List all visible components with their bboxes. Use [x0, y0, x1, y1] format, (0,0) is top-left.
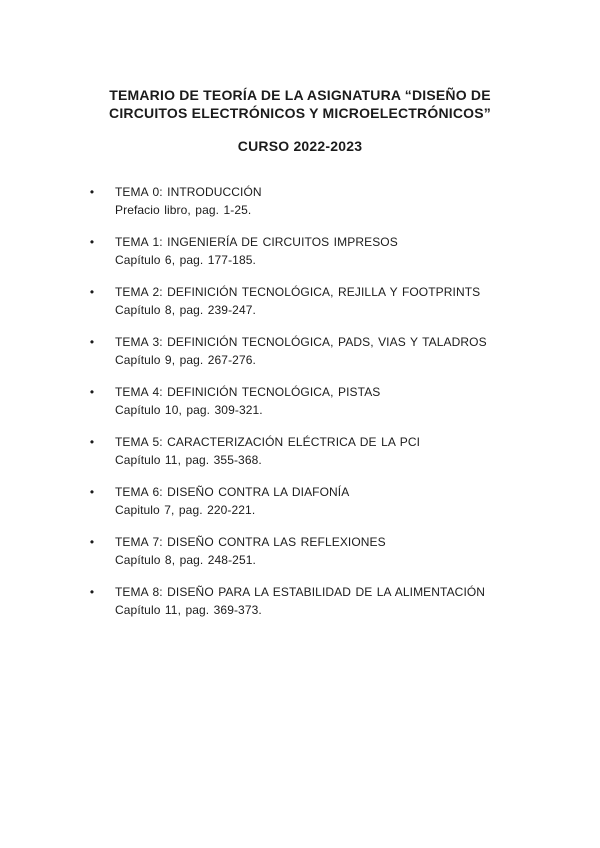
list-item — [86, 383, 600, 419]
list-item — [86, 483, 600, 519]
bullet-icon: • — [89, 385, 95, 399]
topic-reference: Capitulo 7, pag. 220-221. — [115, 503, 256, 517]
document-title-line1: TEMARIO DE TEORÍA DE LA ASIGNATURA “DISEÑO DE — [109, 87, 491, 103]
list-item — [86, 283, 600, 319]
bullet-icon: • — [89, 185, 95, 199]
topic-reference: Capítulo 8, pag. 248-251. — [115, 553, 256, 567]
topic-reference: Capítulo 6, pag. 177-185. — [115, 253, 256, 267]
topic-title: TEMA 8: DISEÑO PARA LA ESTABILIDAD DE LA ALIMENTACIÓN — [115, 585, 486, 599]
topic-title: TEMA 2: DEFINICIÓN TECNOLÓGICA, REJILLA Y FOOTPRINTS — [115, 285, 481, 299]
document-title — [60, 86, 540, 122]
topic-title: TEMA 1: INGENIERÍA DE CIRCUITOS IMPRESOS — [115, 235, 398, 249]
topic-reference: Capítulo 11, pag. 355-368. — [115, 453, 262, 467]
bullet-icon: • — [89, 535, 95, 549]
bullet-icon: • — [89, 435, 95, 449]
topic-title: TEMA 6: DISEÑO CONTRA LA DIAFONÍA — [115, 485, 350, 499]
topic-title: TEMA 0: INTRODUCCIÓN — [115, 185, 262, 199]
topic-title: TEMA 7: DISEÑO CONTRA LAS REFLEXIONES — [115, 535, 386, 549]
topic-title: TEMA 4: DEFINICIÓN TECNOLÓGICA, PISTAS — [115, 385, 381, 399]
bullet-icon: • — [89, 335, 95, 349]
list-item — [86, 233, 600, 269]
topic-reference: Capítulo 8, pag. 239-247. — [115, 303, 256, 317]
topic-reference: Capítulo 9, pag. 267-276. — [115, 353, 256, 367]
bullet-icon: • — [89, 235, 95, 249]
document-title-line2: CIRCUITOS ELECTRÓNICOS Y MICROELECTRÓNICOS” — [109, 105, 491, 121]
topic-reference: Capítulo 11, pag. 369-373. — [115, 603, 262, 617]
list-item — [86, 583, 600, 619]
topic-reference: Prefacio libro, pag. 1-25. — [115, 203, 252, 217]
list-item — [86, 533, 600, 569]
list-item — [86, 433, 600, 469]
topic-reference: Capítulo 10, pag. 309-321. — [115, 403, 263, 417]
course-subtitle: CURSO 2022-2023 — [237, 138, 363, 154]
bullet-icon: • — [89, 485, 95, 499]
topic-title: TEMA 5: CARACTERIZACIÓN ELÉCTRICA DE LA PCI — [115, 435, 421, 449]
bullet-icon: • — [89, 585, 95, 599]
list-item — [86, 333, 600, 369]
topic-title: TEMA 3: DEFINICIÓN TECNOLÓGICA, PADS, VIAS Y TALADROS — [115, 335, 487, 349]
topic-list — [86, 183, 600, 619]
bullet-icon: • — [89, 285, 95, 299]
list-item — [86, 183, 600, 219]
